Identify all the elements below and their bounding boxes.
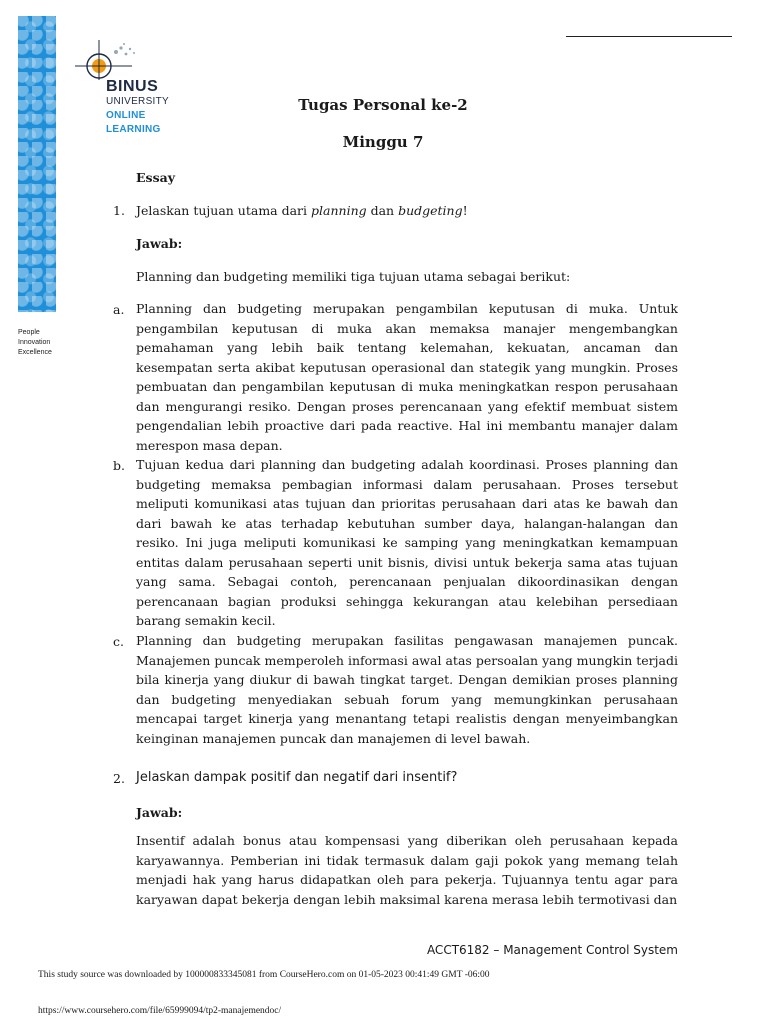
question-1-number: 1.: [113, 203, 125, 218]
point-b-marker: b.: [113, 458, 125, 473]
logo-university: UNIVERSITY: [106, 96, 170, 107]
answer-1-label: Jawab:: [136, 236, 183, 251]
tagline-excellence: Excellence: [18, 349, 52, 356]
question-1-planning: planning: [311, 203, 367, 218]
question-1-text-a: Jelaskan tujuan utama dari: [136, 203, 312, 218]
point-a-marker: a.: [113, 302, 125, 317]
week-title: Minggu 7: [342, 133, 424, 151]
tagline-innovation: Innovation: [18, 339, 51, 346]
tagline: [18, 328, 78, 358]
answer-2-text: Insentif adalah bonus atau kompensasi yang diberikan oleh perusahaan kepada karyawannya. Pemberian ini tidak termasuk dalam gaji pokok yang memang telah menjadi hak yang harus didapatkan oleh para pekerja. Tujuannya tentu agar para karyawan dapat bekerja dengan lebih maksimal karena merasa lebih termotivasi dan: [136, 833, 678, 907]
question-1-text-c: !: [462, 203, 468, 218]
logo-online: ONLINE: [106, 110, 146, 121]
point-a-text: Planning dan budgeting merupakan pengambilan keputusan di muka. Untuk pengambilan keputusan di muka akan memaksa manajer mengembangkan pemahaman yang lebih baik tentang kelemahan, kekuatan, ancaman dan kesempatan serta akibat keputusan operasional dan stategik yang mungkin. Proses pembuatan dan pengambilan keputusan di muka meningkatkan respon perusahaan dan mengurangi resiko. Dengan proses perencanaan yang efektif membuat sistem pengendalian lebih proactive dari pada reactive. Hal ini membantu manajer dalam merespon masa depan.: [136, 301, 678, 453]
question-1: [136, 203, 468, 218]
point-c-marker: c.: [113, 634, 124, 649]
answer-1-intro: Planning dan budgeting memiliki tiga tujuan utama sebagai berikut:: [136, 269, 571, 284]
question-2-number: 2.: [113, 771, 125, 786]
logo-learning: LEARNING: [106, 124, 161, 135]
question-2: Jelaskan dampak positif dan negatif dari insentif?: [136, 770, 458, 785]
source-url[interactable]: https://www.coursehero.com/file/65999094/tp2-manajemendoc/: [38, 1006, 282, 1016]
point-b-text: Tujuan kedua dari planning dan budgeting adalah koordinasi. Proses planning dan budgeting memaksa pembagian informasi dalam perusahaan. Proses tersebut meliputi komunikasi atas tujuan dan prioritas perusahaan dari atas ke bawah dan dari bawah ke atas terhadap kebutuhan sumber daya, halangan-halangan dan resiko. Ini juga meliputi komunikasi ke samping yang meningkatkan kemampuan entitas dalam perusahaan seperti unit bisnis, divisi untuk bekerja sama atas tujuan yang sama. Sebagai contoh, perencanaan penjualan dikoordinasikan dengan perencanaan bagian produksi sehingga kekurangan atau kelebihan persediaan barang semakin kecil.: [136, 457, 678, 628]
answer-2-label: Jawab:: [136, 805, 183, 820]
question-1-budgeting: budgeting: [398, 203, 463, 218]
logo-mark-icon: [72, 38, 142, 82]
download-note: This study source was downloaded by 100000833345081 from CourseHero.com on 01-05-2023 00:41:49 GMT -06:00: [38, 970, 490, 980]
binus-logo: [72, 38, 192, 142]
side-decor-bar: [18, 16, 56, 312]
header-rule: [566, 36, 732, 37]
logo-binus: BINUS: [106, 78, 159, 95]
question-1-text-b: dan: [366, 203, 399, 218]
section-heading: Essay: [136, 170, 175, 185]
document-title: Tugas Personal ke-2: [298, 96, 468, 114]
course-footer: ACCT6182 – Management Control System: [426, 943, 678, 957]
point-c-text: Planning dan budgeting merupakan fasilitas pengawasan manajemen puncak. Manajemen puncak memperoleh informasi awal atas persoalan yang mungkin terjadi bila kinerja yang diukur di bawah tingkat target. Dengan demikian proses planning dan budgeting menyediakan sebuah forum yang memungkinkan perusahaan mencapai target kinerja yang menantang tetapi realistis dengan menyeimbangkan keinginan manajemen puncak dan manajemen di level bawah.: [136, 633, 678, 746]
tagline-people: People: [18, 329, 40, 336]
